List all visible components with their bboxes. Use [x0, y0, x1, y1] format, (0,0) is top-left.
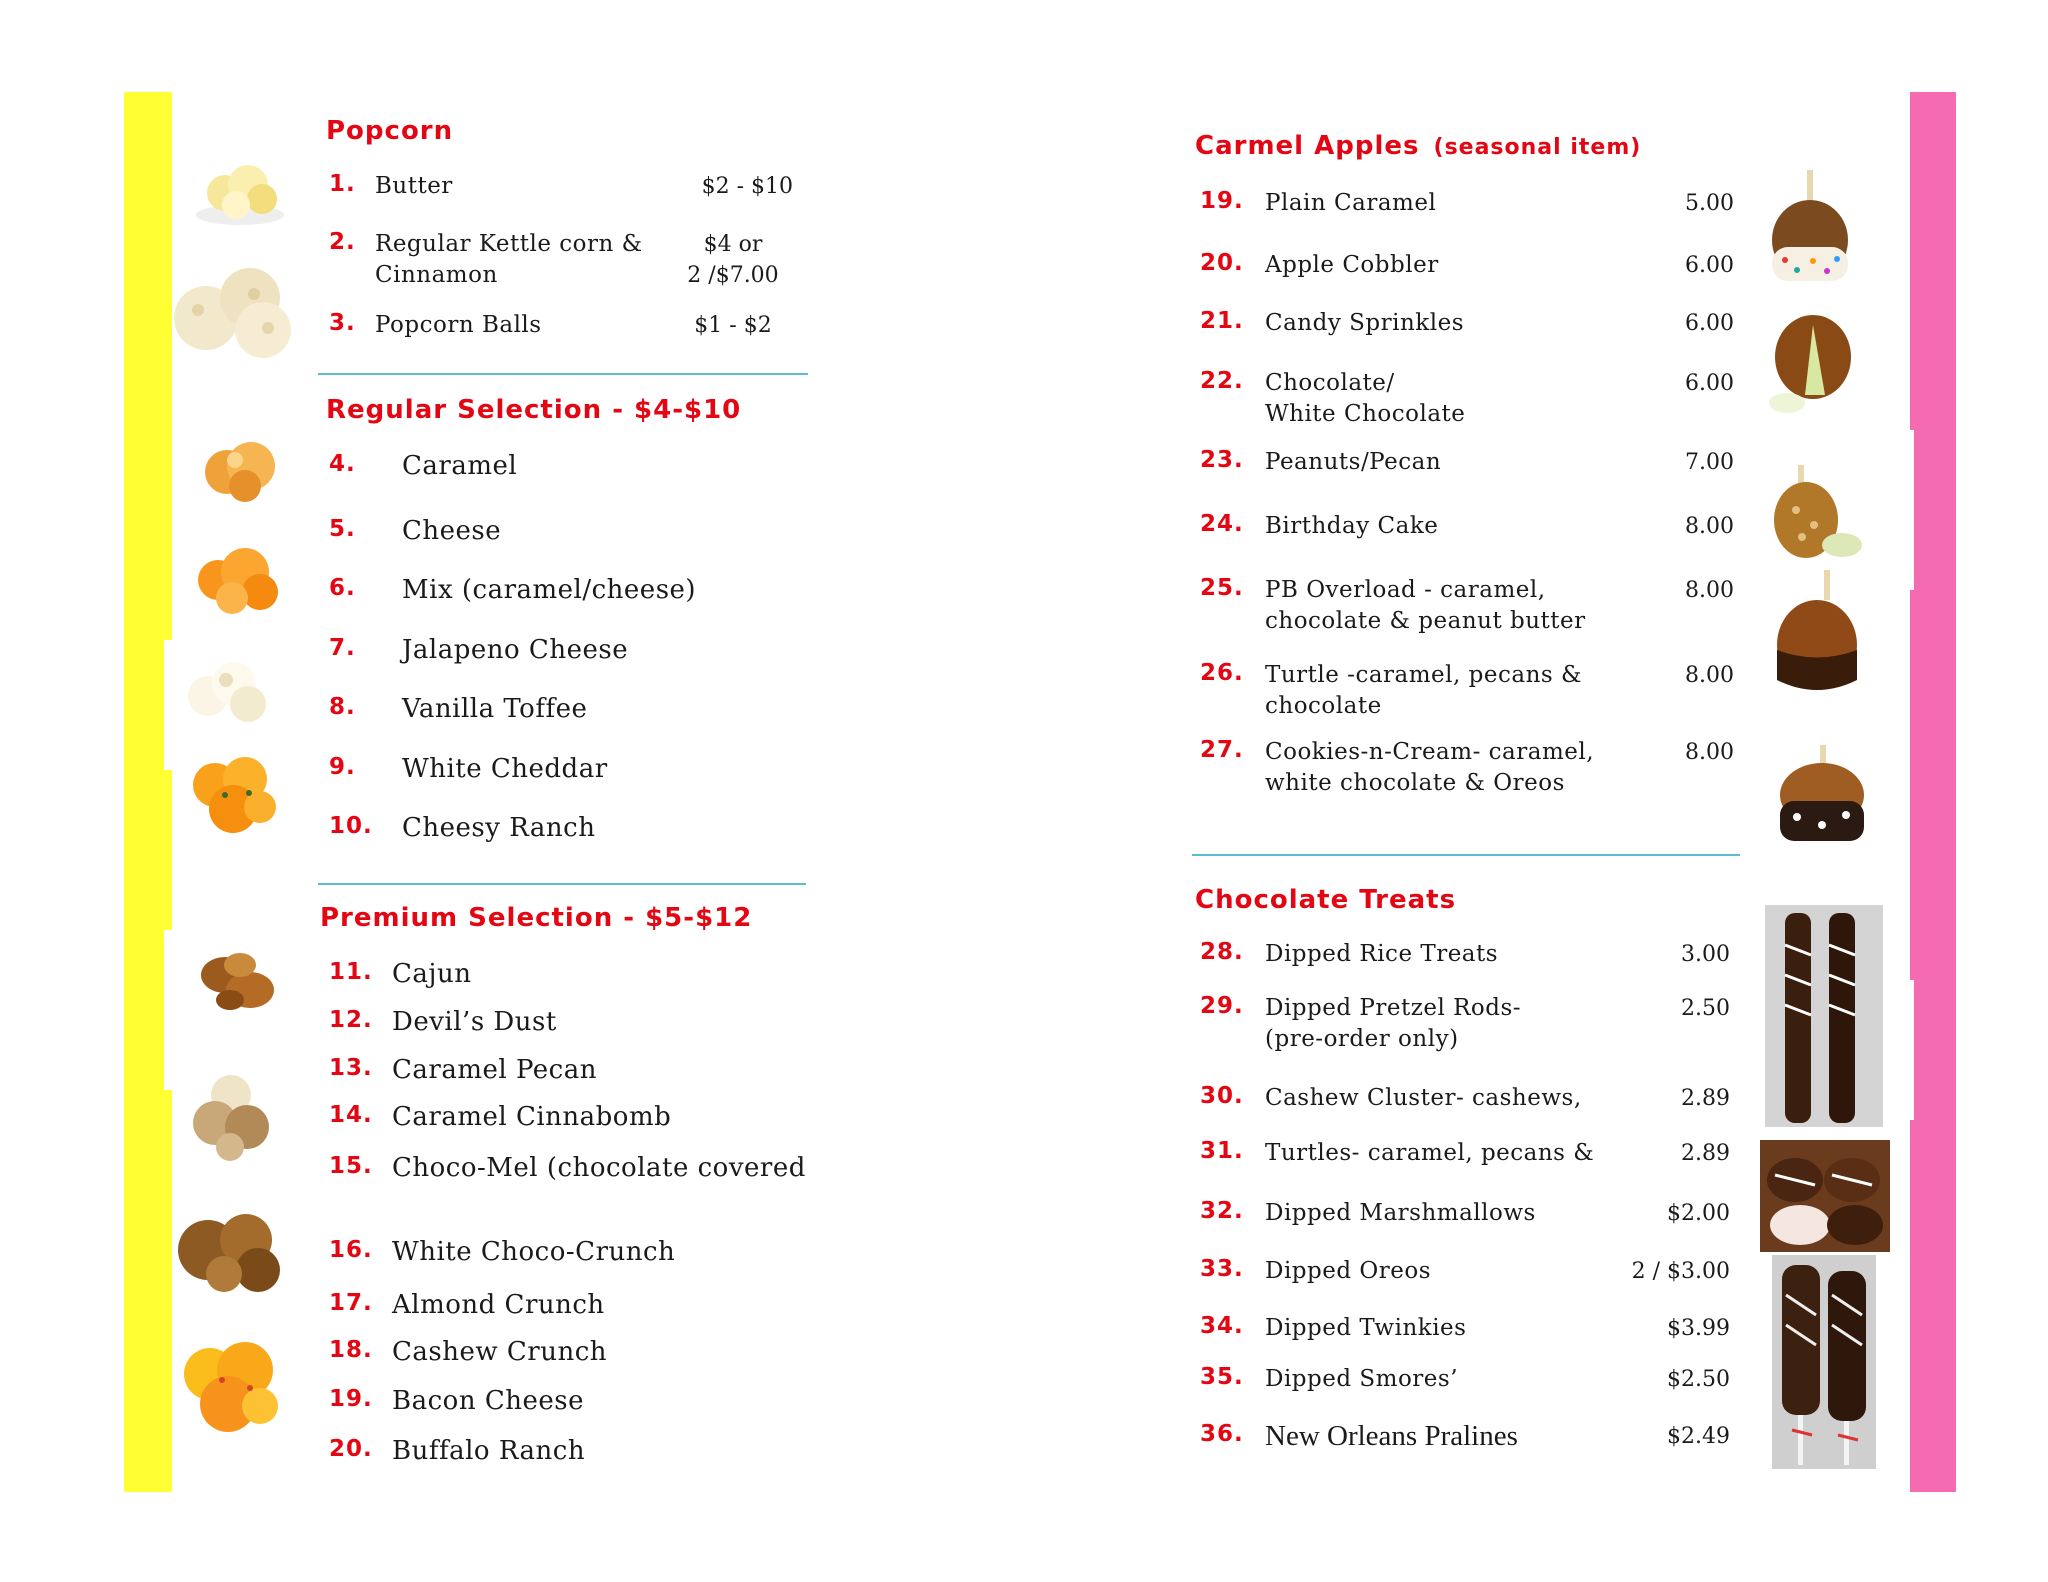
heading-subtitle: (seasonal item) [1433, 135, 1642, 160]
item-number: 2. [329, 229, 356, 255]
sprinkle-apple-icon [1765, 165, 1855, 290]
item-name: Dipped Oreos [1265, 1258, 1432, 1284]
item-price: 7.00 [1685, 450, 1734, 475]
item-number: 4. [329, 451, 356, 477]
menu-item [329, 310, 809, 370]
item-price: 8.00 [1685, 578, 1734, 603]
item-number: 7. [329, 635, 356, 661]
item-name: Cashew Cluster- cashews, [1265, 1085, 1582, 1111]
item-price: 6.00 [1685, 253, 1734, 278]
item-price: $3.99 [1667, 1316, 1730, 1341]
item-number: 29. [1200, 993, 1244, 1019]
menu-item [1200, 188, 1740, 248]
popcorn-balls-icon [168, 258, 300, 363]
menu-item [329, 575, 809, 635]
menu-item [1200, 737, 1740, 797]
item-name: Cajun [392, 959, 472, 989]
item-number: 28. [1200, 939, 1244, 965]
item-price: 6.00 [1685, 371, 1734, 396]
menu-item [1200, 660, 1740, 720]
chocolate-apple-icon [1772, 570, 1862, 700]
item-number: 20. [1200, 250, 1244, 276]
stripe-notch [1906, 430, 1914, 590]
item-name: Dipped Rice Treats [1265, 941, 1499, 967]
item-price: 8.00 [1685, 663, 1734, 688]
item-price: $1 - $2 [694, 313, 772, 338]
item-name: Butter [375, 173, 453, 199]
item-name: Almond Crunch [392, 1290, 605, 1320]
popcorn-heading: Popcorn [326, 116, 454, 146]
cheese-popcorn-icon [190, 540, 285, 620]
item-name: Buffalo Ranch [392, 1436, 586, 1466]
item-number: 11. [329, 959, 373, 985]
cheese-popcorn-icon [170, 1330, 290, 1440]
item-number: 36. [1200, 1421, 1244, 1447]
menu-item [1200, 1138, 1740, 1198]
menu-item [1200, 1421, 1740, 1481]
stripe-notch [164, 640, 174, 770]
pretzel-rods-icon [1765, 905, 1883, 1127]
nut-apple-icon [1768, 465, 1868, 565]
menu-item [329, 1153, 809, 1213]
butter-popcorn-icon [190, 155, 290, 230]
item-number: 6. [329, 575, 356, 601]
menu-item [1200, 511, 1740, 571]
crunch-popcorn-icon [168, 1200, 293, 1300]
item-number: 27. [1200, 737, 1244, 763]
oreo-apple-icon [1772, 745, 1872, 855]
yellow-side-stripe [124, 92, 172, 1492]
item-name: New Orleans Pralines [1265, 1420, 1518, 1452]
item-name: White Cheddar [402, 754, 608, 784]
pecan-popcorn-icon [190, 935, 285, 1025]
item-number: 9. [329, 754, 356, 780]
menu-item [1200, 993, 1740, 1053]
menu-item [329, 813, 809, 873]
item-name: Dipped Twinkies [1265, 1315, 1467, 1341]
item-number: 20. [329, 1436, 373, 1462]
heading-title: Carmel Apples [1195, 131, 1420, 161]
menu-item [329, 229, 809, 289]
item-name: Cheese [402, 516, 502, 546]
item-number: 30. [1200, 1083, 1244, 1109]
menu-item [1200, 939, 1740, 999]
item-number: 14. [329, 1102, 373, 1128]
item-price: 2.50 [1681, 996, 1730, 1021]
item-name: Caramel [402, 451, 518, 481]
stripe-notch [1906, 980, 1914, 1120]
item-name: Turtles- caramel, pecans & [1265, 1140, 1595, 1166]
item-number: 19. [329, 1386, 373, 1412]
menu-item [1200, 368, 1740, 428]
sliced-apple-icon [1765, 305, 1860, 420]
item-number: 31. [1200, 1138, 1244, 1164]
chocolate-treats-heading: Chocolate Treats [1195, 885, 1457, 915]
item-name: Jalapeno Cheese [402, 635, 629, 665]
menu-item [329, 451, 809, 511]
item-price: 5.00 [1685, 191, 1734, 216]
section-divider [318, 883, 806, 885]
item-number: 1. [329, 171, 356, 197]
menu-item [329, 1237, 809, 1297]
item-price: 2.89 [1681, 1086, 1730, 1111]
item-name: Chocolate/ White Chocolate [1265, 370, 1466, 427]
menu-item [329, 516, 809, 576]
item-number: 25. [1200, 575, 1244, 601]
item-name: Birthday Cake [1265, 513, 1439, 539]
item-number: 16. [329, 1237, 373, 1263]
item-name: Cheesy Ranch [402, 813, 596, 843]
item-number: 35. [1200, 1364, 1244, 1390]
item-price: 3.00 [1681, 942, 1730, 967]
caramel-pecan-popcorn-icon [185, 1065, 280, 1165]
carmel-apples-heading [1195, 131, 1641, 161]
item-name: Vanilla Toffee [402, 694, 588, 724]
item-number: 10. [329, 813, 373, 839]
menu-item [1200, 1083, 1740, 1143]
menu-item [1200, 1256, 1740, 1316]
item-price: 2.89 [1681, 1141, 1730, 1166]
item-name: Dipped Smores’ [1265, 1366, 1459, 1392]
chocolate-bites-icon [1760, 1140, 1890, 1252]
item-name: Apple Cobbler [1265, 252, 1439, 278]
item-name: Cookies-n-Cream- caramel, white chocolate & Oreos [1265, 739, 1595, 796]
item-number: 21. [1200, 308, 1244, 334]
item-price: $2.50 [1667, 1367, 1730, 1392]
item-number: 13. [329, 1055, 373, 1081]
item-number: 12. [329, 1007, 373, 1033]
item-name: Turtle -caramel, pecans & chocolate [1265, 662, 1582, 719]
item-name: Peanuts/Pecan [1265, 449, 1442, 475]
item-number: 26. [1200, 660, 1244, 686]
item-number: 19. [1200, 188, 1244, 214]
item-number: 22. [1200, 368, 1244, 394]
menu-item [1200, 447, 1740, 507]
stripe-notch [164, 930, 174, 1090]
item-number: 24. [1200, 511, 1244, 537]
menu-item [329, 694, 809, 754]
item-name: Bacon Cheese [392, 1386, 584, 1416]
menu-item [1200, 1364, 1740, 1424]
item-name: Dipped Pretzel Rods- (pre-order only) [1265, 995, 1522, 1052]
item-number: 15. [329, 1153, 373, 1179]
item-number: 32. [1200, 1198, 1244, 1224]
menu-item [329, 635, 809, 695]
item-number: 8. [329, 694, 356, 720]
item-name: PB Overload - caramel, chocolate & peanut butter [1265, 577, 1586, 634]
item-name: Choco-Mel (chocolate covered [392, 1153, 806, 1183]
cheese-popcorn-icon [185, 745, 285, 840]
item-number: 18. [329, 1337, 373, 1363]
item-price: $2.49 [1667, 1424, 1730, 1449]
item-name: White Choco-Crunch [392, 1237, 676, 1267]
item-number: 3. [329, 310, 356, 336]
item-price: 6.00 [1685, 311, 1734, 336]
item-name: Dipped Marshmallows [1265, 1200, 1536, 1226]
item-number: 23. [1200, 447, 1244, 473]
menu-item [329, 754, 809, 814]
item-number: 33. [1200, 1256, 1244, 1282]
menu-item [1200, 308, 1740, 368]
item-name: Regular Kettle corn & Cinnamon [375, 231, 643, 288]
item-name: Candy Sprinkles [1265, 310, 1465, 336]
white-popcorn-icon [178, 650, 278, 730]
item-name: Devil’s Dust [392, 1007, 557, 1037]
menu-item [1200, 575, 1740, 635]
item-price: 8.00 [1685, 514, 1734, 539]
item-price: $2 - $10 [701, 174, 793, 199]
regular-selection-heading: Regular Selection - $4-$10 [326, 395, 742, 425]
item-number: 34. [1200, 1313, 1244, 1339]
item-name: Plain Caramel [1265, 190, 1437, 216]
item-number: 5. [329, 516, 356, 542]
item-price: $4 or 2 /$7.00 [687, 232, 779, 288]
item-name: Caramel Pecan [392, 1055, 597, 1085]
item-price: 2 / $3.00 [1631, 1259, 1730, 1284]
menu-item [329, 1436, 809, 1496]
wrapped-treats-icon [1772, 1255, 1876, 1469]
item-name: Caramel Cinnabomb [392, 1102, 672, 1132]
menu-item [1200, 1198, 1740, 1258]
pink-side-stripe [1910, 92, 1956, 1492]
premium-selection-heading: Premium Selection - $5-$12 [320, 903, 753, 933]
item-name: Cashew Crunch [392, 1337, 608, 1367]
item-number: 17. [329, 1290, 373, 1316]
menu-item [1200, 250, 1740, 310]
caramel-popcorn-icon [195, 430, 285, 510]
item-price: $2.00 [1667, 1201, 1730, 1226]
item-name: Mix (caramel/cheese) [402, 575, 697, 605]
menu-item [329, 171, 809, 231]
item-name: Popcorn Balls [375, 312, 542, 338]
section-divider [318, 373, 808, 375]
section-divider [1192, 854, 1740, 856]
item-price: 8.00 [1685, 740, 1734, 765]
